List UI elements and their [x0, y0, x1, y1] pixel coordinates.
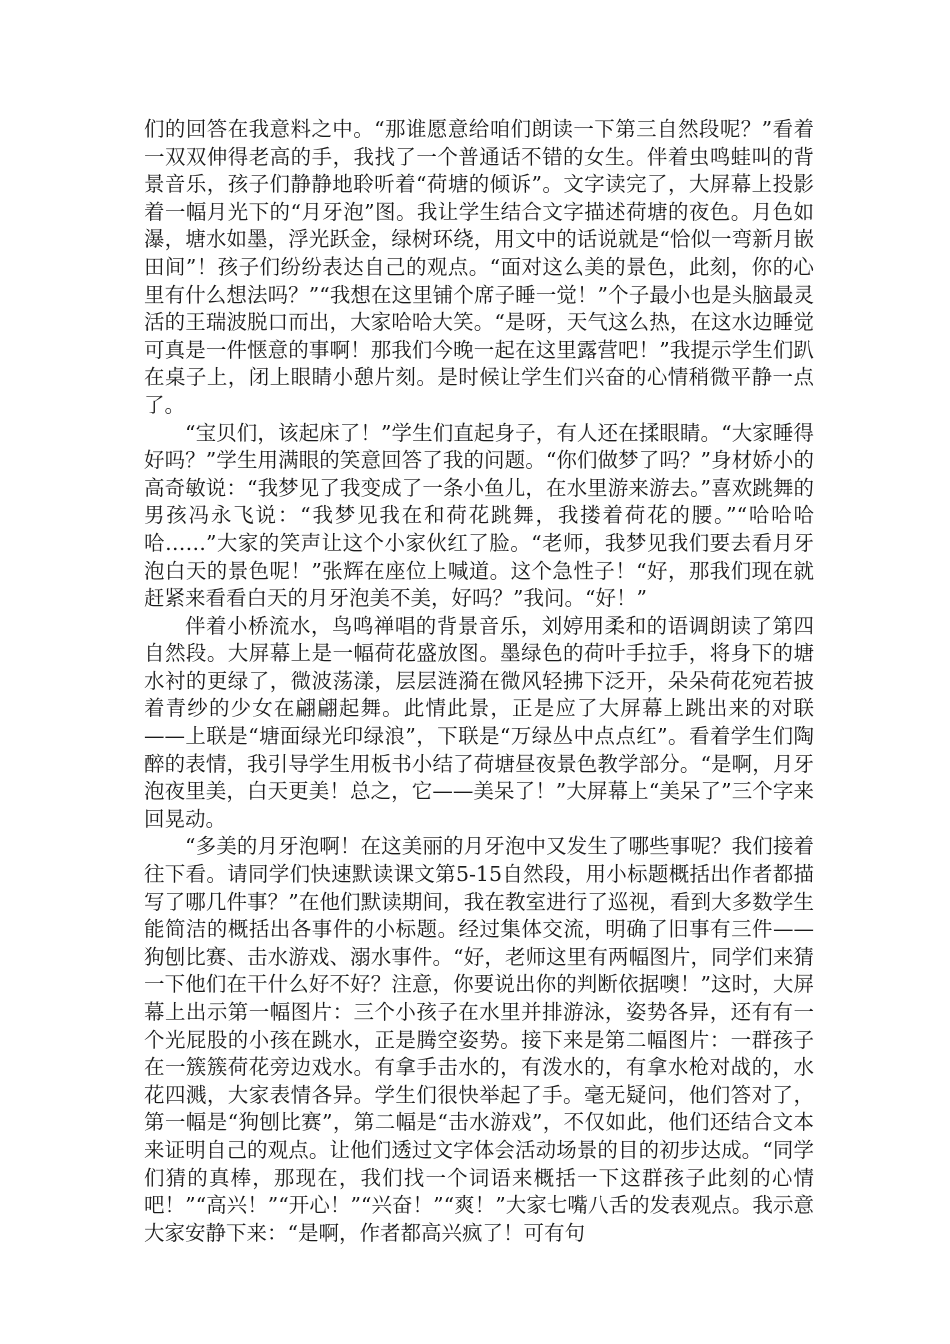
document-page: [144, 116, 814, 1247]
paragraph-1: 们的回答在我意料之中。“那谁愿意给咱们朗读一下第三自然段呢？”看着一双双伸得老高的手，我找了一个普通话不错的女生。伴着虫鸣蛙叫的背景音乐，孩子们静静地聆听着“荷塘的倾诉”。文字读完了，大屏幕上投影着一幅月光下的“月牙泡”图。我让学生结合文字描述荷塘的夜色。月色如瀑，塘水如墨，浮光跃金，绿树环绕，用文中的话说就是“恰似一弯新月嵌田间”！孩子们纷纷表达自己的观点。“面对这么美的景色，此刻，你的心里有什么想法吗？”“我想在这里铺个席子睡一觉！”个子最小也是头脑最灵活的王瑞波脱口而出，大家哈哈大笑。“是呀，天气这么热，在这水边睡觉可真是一件惬意的事啊！那我们今晚一起在这里露营吧！”我提示学生们趴在桌子上，闭上眼睛小憩片刻。是时候让学生们兴奋的心情稍微平静一点了。: [144, 117, 814, 417]
paragraph-3: 伴着小桥流水，鸟鸣禅唱的背景音乐，刘婷用柔和的语调朗读了第四自然段。大屏幕上是一幅荷花盛放图。墨绿色的荷叶手拉手，将身下的塘水衬的更绿了，微波荡漾，层层涟漪在微风轻拂下泛开，朵朵荷花宛若披着青纱的少女在翩翩起舞。此情此景，正是应了大屏幕上跳出来的对联——上联是“塘面绿光印绿浪”，下联是“万绿丛中点点红”。看着学生们陶醉的表情，我引导学生用板书小结了荷塘昼夜景色教学部分。“是啊，月牙泡夜里美，白天更美！总之，它——美呆了！”大屏幕上“美呆了”三个字来回晃动。: [144, 613, 814, 831]
paragraph-2: “宝贝们，该起床了！”学生们直起身子，有人还在揉眼睛。“大家睡得好吗？”学生用满眼的笑意回答了我的问题。“你们做梦了吗？”身材娇小的高奇敏说：“我梦见了我变成了一条小鱼儿，在水里游来游去。”喜欢跳舞的男孩冯永飞说：“我梦见我在和荷花跳舞，我搂着荷花的腰。”“哈哈哈哈……”大家的笑声让这个小家伙红了脸。“老师，我梦见我们要去看月牙泡白天的景色呢！”张辉在座位上喊道。这个急性子！“好，那我们现在就赶紧来看看白天的月牙泡美不美，好吗？”我问。“好！”: [144, 420, 814, 611]
paragraph-4: “多美的月牙泡啊！在这美丽的月牙泡中又发生了哪些事呢？我们接着往下看。请同学们快速默读课文第5-15自然段，用小标题概括出作者都描写了哪几件事？”在他们默读期间，我在教室进行了巡视，看到大多数学生能简洁的概括出各事件的小标题。经过集体交流，明确了旧事有三件——狗刨比赛、击水游戏、溺水事件。“好，老师这里有两幅图片，同学们来猜一下他们在干什么好不好？注意，你要说出你的判断依据噢！”这时，大屏幕上出示第一幅图片：三个小孩子在水里并排游泳，姿势各异，还有有一个光屁股的小孩在跳水，正是腾空姿势。接下来是第二幅图片：一群孩子在一簇簇荷花旁边戏水。有拿手击水的，有泼水的，有拿水枪对战的，水花四溅，大家表情各异。学生们很快举起了手。毫无疑问，他们答对了，第一幅是“狗刨比赛”，第二幅是“击水游戏”，不仅如此，他们还结合文本来证明自己的观点。让他们透过文字体会活动场景的目的初步达成。“同学们猜的真棒，那现在，我们找一个词语来概括一下这群孩子此刻的心情吧！”“高兴！”“开心！”“兴奋！”“爽！”大家七嘴八舌的发表观点。我示意大家安静下来：“是啊，作者都高兴疯了！可有句: [144, 834, 814, 1245]
